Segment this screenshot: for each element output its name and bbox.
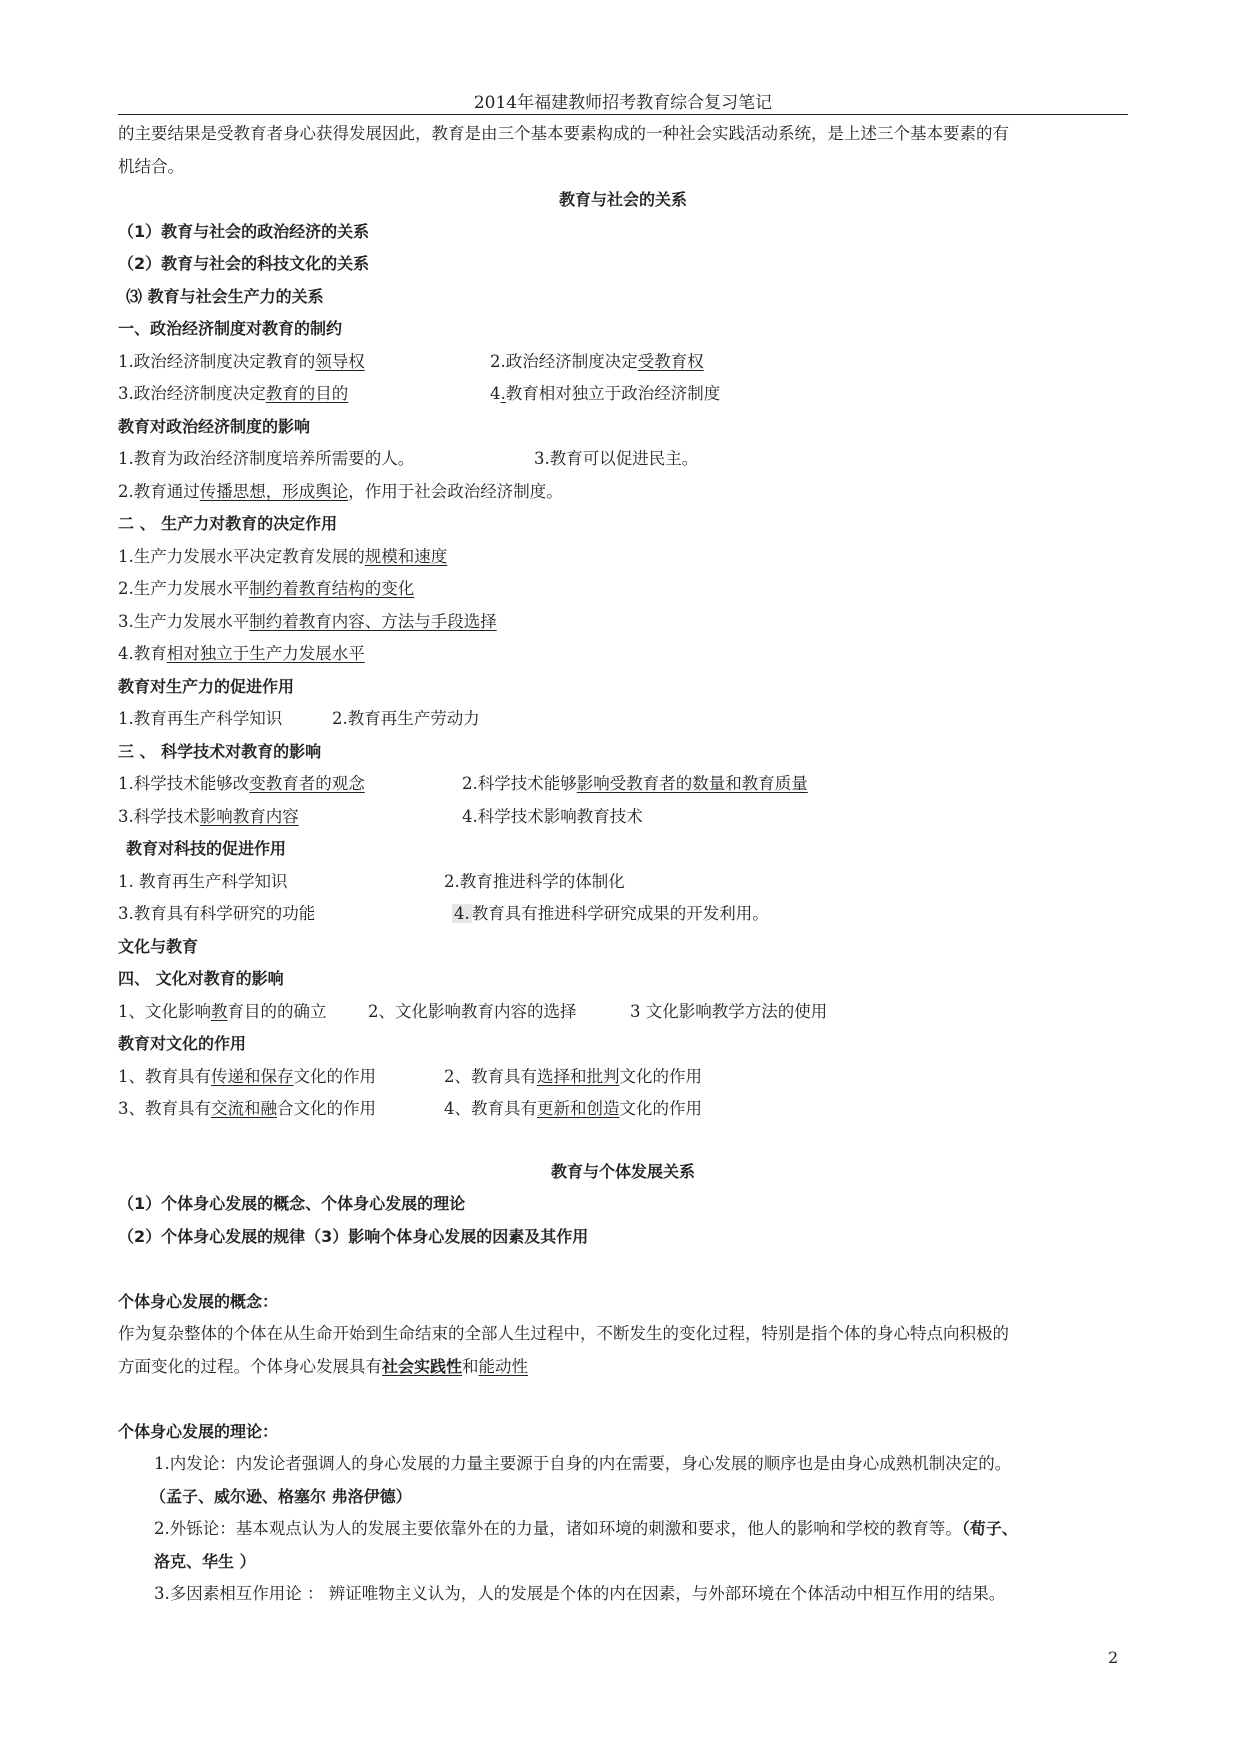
running-header: 2014年福建教师招考教育综合复习笔记 [473,93,773,113]
point-a1: 1.政治经济制度决定教育的领导权 [118,352,365,371]
topic-item-individual-2: （2）个体身心发展的规律（3）影响个体身心发展的因素及其作用 [118,1227,589,1246]
theory-3: 3.多因素相互作用论 ： 辨证唯物主义认为，人的发展是个体的内在因素，与外部环境在个体活动中相互作用的结果。 [154,1584,1006,1603]
header-rule [118,114,1128,115]
section-title-individual-development: 教育与个体发展关系 [550,1162,695,1181]
point-g2: 2、文化影响教育内容的选择 [368,1002,577,1021]
heading-development-theory: 个体身心发展的理论： [118,1422,279,1441]
point-f4: 4. 教育具有推进科学研究成果的开发利用。 [454,904,769,923]
section-title-education-society: 教育与社会的关系 [558,190,687,209]
point-f1: 1. 教育再生产科学知识 [118,872,288,891]
point-b2: 2.教育通过传播思想，形成舆论，作用于社会政治经济制度。 [118,482,563,501]
intro-line-1: 的主要结果是受教育者身心获得发展因此，教育是由三个基本要素构成的一种社会实践活动系统，是上述三个基本要素的有 [118,124,1009,143]
point-c1: 1.生产力发展水平决定教育发展的规模和速度 [118,547,448,566]
point-d2: 2.教育再生产劳动力 [332,709,480,728]
topic-item-individual-1: （1）个体身心发展的概念、个体身心发展的理论 [118,1194,466,1213]
point-e2: 2.科学技术能够影响受教育者的数量和教育质量 [462,774,808,793]
heading-development-concept: 个体身心发展的概念： [118,1292,279,1311]
point-e3: 3.科学技术影响教育内容 [118,807,299,826]
theory-1-names: （孟子、威尔逊、格塞尔 弗洛伊德） [150,1487,412,1506]
heading-education-culture: 教育对文化的作用 [118,1034,247,1053]
point-b1: 1.教育为政治经济制度培养所需要的人。 [118,449,415,468]
point-k2: 2、教育具有选择和批判文化的作用 [444,1067,702,1086]
heading-politics-constrain: 一、政治经济制度对教育的制约 [118,319,343,338]
theory-2: 2.外铄论：基本观点认为人的发展主要依靠外在的力量，诸如环境的刺激和要求，他人的影响和学校的教育等。（荀子、 [154,1519,1018,1538]
concept-line-2: 方面变化的过程。个体身心发展具有社会实践性和能动性 [118,1357,529,1376]
point-g3: 3 文化影响教学方法的使用 [630,1002,828,1021]
point-a3: 3.政治经济制度决定教育的目的 [118,384,349,403]
topic-item-1: （1）教育与社会的政治经济的关系 [118,222,370,241]
heading-education-science: 教育对科技的促进作用 [126,839,287,858]
point-k1: 1、教育具有传递和保存文化的作用 [118,1067,376,1086]
point-f3: 3.教育具有科学研究的功能 [118,904,316,923]
point-k3: 3、教育具有交流和融合文化的作用 [118,1099,376,1118]
point-b3: 3.教育可以促进民主。 [534,449,699,468]
point-c4: 4.教育相对独立于生产力发展水平 [118,644,365,663]
topic-item-3: ⑶ 教育与社会生产力的关系 [126,287,324,306]
heading-productivity: 二 、 生产力对教育的决定作用 [118,514,338,533]
heading-education-politics: 教育对政治经济制度的影响 [118,417,311,436]
heading-science: 三 、 科学技术对教育的影响 [118,742,322,761]
point-d1: 1.教育再生产科学知识 [118,709,283,728]
theory-1: 1.内发论：内发论者强调人的身心发展的力量主要源于自身的内在需要，身心发展的顺序也是由身心成熟机制决定的。 [154,1454,1012,1473]
point-e4: 4.科学技术影响教育技术 [462,807,643,826]
intro-line-2: 机结合。 [118,157,184,176]
point-e1: 1.科学技术能够改变教育者的观念 [118,774,365,793]
heading-culture-education: 文化与教育 [118,937,199,956]
concept-line-1: 作为复杂整体的个体在从生命开始到生命结束的全部人生过程中，不断发生的变化过程，特别是指个体的身心特点向积极的 [118,1324,1009,1343]
page-number: 2 [1108,1648,1119,1667]
point-f2: 2.教育推进科学的体制化 [444,872,625,891]
topic-item-2: （2）教育与社会的科技文化的关系 [118,254,370,273]
point-c2: 2.生产力发展水平制约着教育结构的变化 [118,579,415,598]
point-c3: 3.生产力发展水平制约着教育内容、方法与手段选择 [118,612,497,631]
point-a2: 2.政治经济制度决定受教育权 [490,352,704,371]
point-g1: 1、文化影响教育目的的确立 [118,1002,327,1021]
point-a4: 4.教育相对独立于政治经济制度 [490,384,721,403]
point-k4: 4、教育具有更新和创造文化的作用 [444,1099,702,1118]
heading-education-productivity: 教育对生产力的促进作用 [118,677,295,696]
theory-2-names: 洛克、华生 ） [154,1552,256,1571]
heading-culture-influence: 四、 文化对教育的影响 [118,969,284,988]
